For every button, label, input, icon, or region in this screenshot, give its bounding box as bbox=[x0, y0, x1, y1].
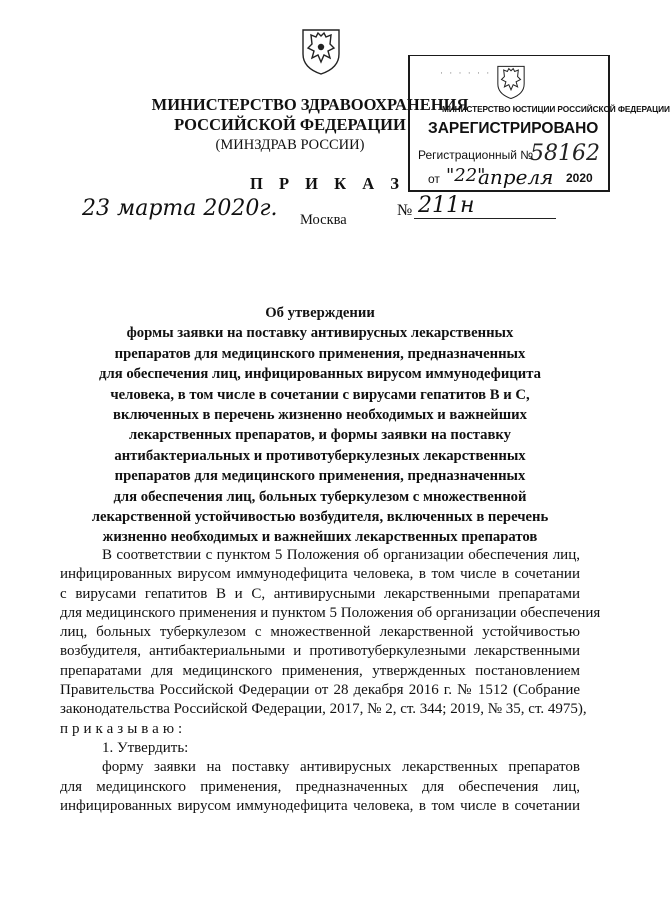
stamp-date-prefix: от bbox=[428, 172, 440, 186]
body-line: законодательства Российской Федерации, 2017, № 2, ст. 344; 2019, № 35, ст. 4975), bbox=[60, 701, 587, 718]
body-line: форму заявки на поставку антивирусных лекарственных препаратов bbox=[102, 759, 580, 776]
ministry-name-line2: РОССИЙСКОЙ ФЕДЕРАЦИИ bbox=[174, 115, 406, 134]
body-line: В соответствии с пунктом 5 Положения об организации обеспечения лиц, bbox=[102, 547, 580, 563]
document-title bbox=[60, 303, 580, 548]
title-line: жизненно необходимых и важнейших лекарственных препаратов bbox=[102, 529, 538, 546]
stamp-registered-label: ЗАРЕГИСТРИРОВАНО bbox=[428, 120, 599, 137]
stamp-date-day: "22" bbox=[446, 165, 486, 186]
title-line: Об утверждении bbox=[265, 305, 375, 321]
document-body bbox=[60, 546, 601, 816]
ministry-short-name: (МИНЗДРАВ РОССИИ) bbox=[215, 137, 365, 153]
body-line: возбудителя, антибактериальными и противотуберкулезными лекарственными bbox=[60, 643, 580, 660]
body-line-order-word: приказываю: bbox=[60, 720, 187, 737]
title-line: препаратов для медицинского применения, предназначенных bbox=[114, 468, 526, 485]
title-line: для обеспечения лиц, инфицированных вирусом иммунодефицита bbox=[99, 366, 541, 383]
body-line: для медицинского применения и пунктом 5 Положения об организации обеспечения bbox=[60, 604, 601, 621]
stamp-emblem-icon bbox=[494, 62, 528, 100]
stamp-date-month: апреля bbox=[478, 165, 554, 189]
body-line: для медицинского применения, предназначенных для обеспечения лиц, bbox=[60, 778, 580, 795]
body-line: с вирусами гепатитов B и C, антивирусными лекарственными препаратами bbox=[60, 585, 580, 602]
body-line: 1. Утвердить: bbox=[102, 739, 189, 756]
document-type: П Р И К А З bbox=[250, 174, 405, 193]
city-name: Москва bbox=[300, 212, 347, 228]
title-line: человека, в том числе в сочетании с вирусами гепатитов B и C, bbox=[110, 386, 530, 403]
title-line: лекарственной устойчивостью возбудителя, включенных в перечень bbox=[91, 509, 549, 526]
body-line: инфицированных вирусом иммунодефицита человека, в том числе в сочетании bbox=[60, 797, 580, 814]
order-date-handwritten: 23 марта 2020г. bbox=[82, 196, 278, 221]
ministry-name-line1: МИНИСТЕРСТВО ЗДРАВООХРАНЕНИЯ bbox=[151, 95, 469, 114]
stamp-date-year: 2020 bbox=[566, 171, 593, 185]
stamp-faint-marks: · · · · · · bbox=[440, 68, 492, 78]
title-line: включенных в перечень жизненно необходимых и важнейших bbox=[113, 407, 527, 424]
body-line: Правительства Российской Федерации от 28 декабря 2016 г. № 1512 (Собрание bbox=[60, 682, 580, 699]
stamp-registration-number: 58162 bbox=[530, 141, 600, 166]
title-line: антибактериальных и противотуберкулезных лекарственных bbox=[114, 447, 526, 464]
state-emblem-icon bbox=[298, 24, 344, 76]
title-line: формы заявки на поставку антивирусных лекарственных bbox=[126, 325, 514, 342]
title-line: препаратов для медицинского применения, предназначенных bbox=[114, 345, 526, 362]
title-line: лекарственных препаратов, и формы заявки на поставку bbox=[129, 427, 511, 444]
body-line: инфицированных вирусом иммунодефицита человека, в том числе в сочетании bbox=[60, 566, 580, 583]
title-line: для обеспечения лиц, больных туберкулезом с множественной bbox=[113, 488, 527, 505]
stamp-registration-label: Регистрационный № bbox=[418, 148, 534, 162]
body-line: препаратами для медицинского применения, утвержденных постановлением bbox=[60, 662, 580, 679]
order-number-underline bbox=[414, 218, 556, 219]
order-number-sign: № bbox=[397, 202, 413, 219]
order-number-handwritten: 211н bbox=[418, 193, 475, 218]
stamp-ministry-name: МИНИСТЕРСТВО ЮСТИЦИИ РОССИЙСКОЙ ФЕДЕРАЦИИ bbox=[442, 104, 670, 114]
body-line: лиц, больных туберкулезом с множественной лекарственной устойчивостью bbox=[60, 624, 580, 641]
